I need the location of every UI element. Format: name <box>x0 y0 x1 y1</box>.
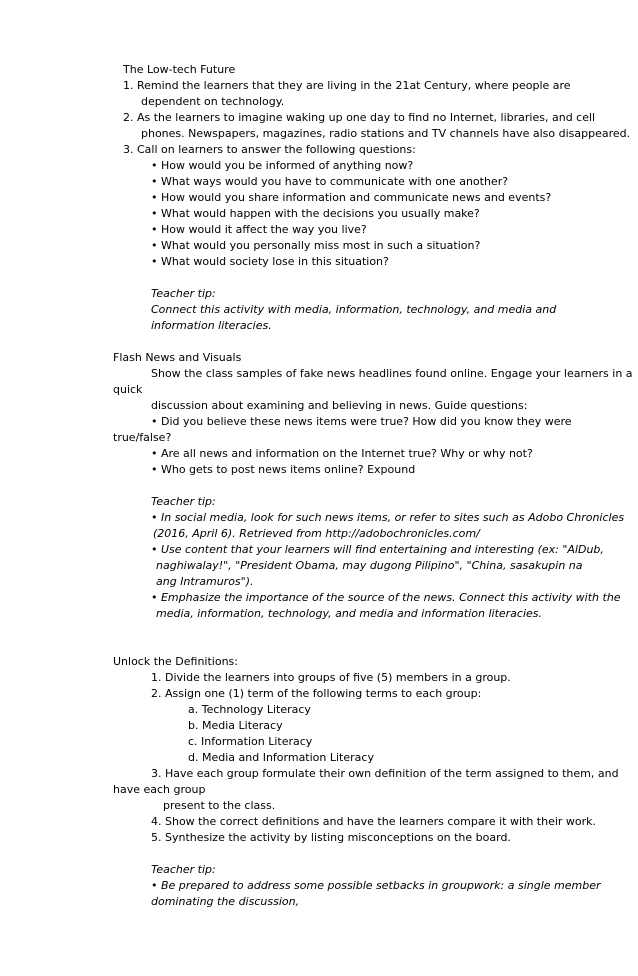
flash-question-cont: true/false? <box>113 431 172 444</box>
teacher-tip-text: • Be prepared to address some possible setbacks in groupwork: a single member <box>151 879 601 892</box>
lowtech-question: • What would society lose in this situation? <box>151 255 389 268</box>
teacher-tip-label: Teacher tip: <box>151 495 216 508</box>
teacher-tip-text: • Use content that your learners will find entertaining and interesting (ex: "AlDub, <box>151 543 604 556</box>
teacher-tip-label: Teacher tip: <box>151 863 216 876</box>
lowtech-item-3: 3. Call on learners to answer the following questions: <box>123 143 416 156</box>
flash-intro-cont: quick <box>113 383 143 396</box>
unlock-term: a. Technology Literacy <box>188 703 311 716</box>
flash-intro: Show the class samples of fake news headlines found online. Engage your learners in a <box>151 367 633 380</box>
lowtech-question: • How would you be informed of anything now? <box>151 159 414 172</box>
flash-question: • Who gets to post news items online? Expound <box>151 463 416 476</box>
flash-question: • Are all news and information on the Internet true? Why or why not? <box>151 447 533 460</box>
unlock-term: d. Media and Information Literacy <box>188 751 374 764</box>
teacher-tip-text: ang Intramuros"). <box>156 575 254 588</box>
lowtech-question: • How would you share information and communicate news and events? <box>151 191 552 204</box>
teacher-tip-text: naghiwalay!", "President Obama, may dugong Pilipino", "China, sasakupin na <box>156 559 583 572</box>
unlock-step-3: 3. Have each group formulate their own definition of the term assigned to them, and <box>151 767 619 780</box>
section-heading-lowtech: The Low-tech Future <box>123 63 236 76</box>
unlock-term: c. Information Literacy <box>188 735 313 748</box>
teacher-tip-text: (2016, April 6). Retrieved from http://adobochronicles.com/ <box>153 527 480 540</box>
teacher-tip-label: Teacher tip: <box>151 287 216 300</box>
teacher-tip-text: Connect this activity with media, information, technology, and media and <box>151 303 557 316</box>
lowtech-question: • What would you personally miss most in such a situation? <box>151 239 481 252</box>
flash-intro-cont: discussion about examining and believing in news. Guide questions: <box>151 399 528 412</box>
unlock-step-4: 4. Show the correct definitions and have the learners compare it with their work. <box>151 815 597 828</box>
teacher-tip-text: • In social media, look for such news items, or refer to sites such as Adobo Chronicles <box>151 511 625 524</box>
unlock-term: b. Media Literacy <box>188 719 283 732</box>
unlock-step-1: 1. Divide the learners into groups of five (5) members in a group. <box>151 671 511 684</box>
lowtech-item-1-cont: dependent on technology. <box>141 95 285 108</box>
lowtech-question: • What ways would you have to communicate with one another? <box>151 175 509 188</box>
lowtech-question: • What would happen with the decisions you usually make? <box>151 207 480 220</box>
section-heading-unlock: Unlock the Definitions: <box>113 655 238 668</box>
lowtech-question: • How would it affect the way you live? <box>151 223 367 236</box>
teacher-tip-text: dominating the discussion, <box>151 895 300 908</box>
unlock-step-3-cont: present to the class. <box>163 799 276 812</box>
unlock-step-2: 2. Assign one (1) term of the following terms to each group: <box>151 687 482 700</box>
lowtech-item-1: 1. Remind the learners that they are living in the 21at Century, where people are <box>123 79 571 92</box>
flash-question: • Did you believe these news items were true? How did you know they were <box>151 415 572 428</box>
unlock-step-3-cont: have each group <box>113 783 206 796</box>
lowtech-item-2-cont: phones. Newspapers, magazines, radio stations and TV channels have also disappeared. <box>141 127 631 140</box>
teacher-tip-text: media, information, technology, and media and information literacies. <box>156 607 543 620</box>
section-heading-flash-news: Flash News and Visuals <box>113 351 242 364</box>
unlock-step-5: 5. Synthesize the activity by listing misconceptions on the board. <box>151 831 511 844</box>
teacher-tip-text: • Emphasize the importance of the source of the news. Connect this activity with the <box>151 591 621 604</box>
teacher-tip-text: information literacies. <box>151 319 272 332</box>
lowtech-item-2: 2. As the learners to imagine waking up one day to find no Internet, libraries, and cell <box>123 111 596 124</box>
